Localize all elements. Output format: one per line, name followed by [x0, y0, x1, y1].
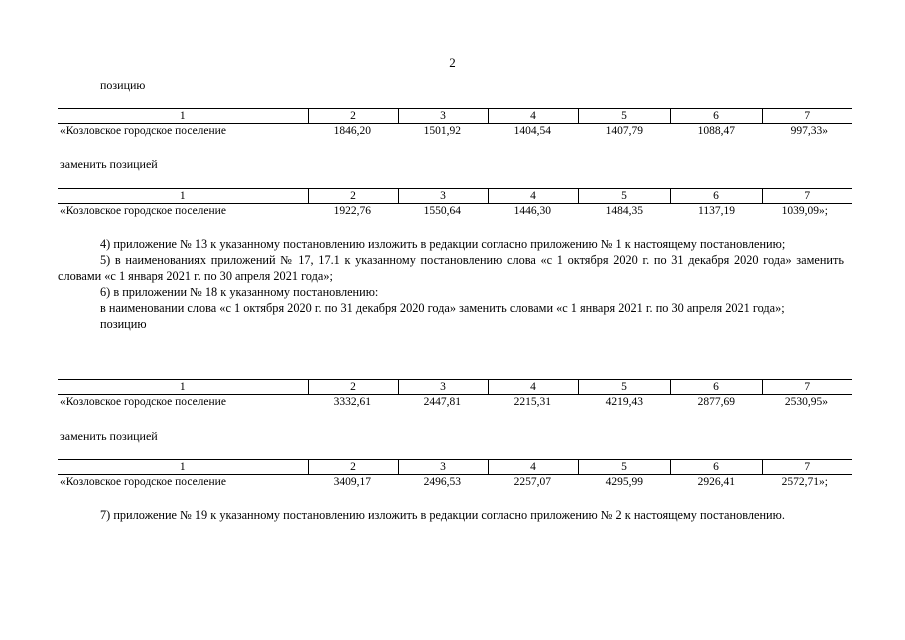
paragraph-item-5: 5) в наименованиях приложений № 17, 17.1 к указанному постановлению слова «с 1 октября 2020 г. по 31 декабря 2020 года» заменить словами «с 1 января 2021 г. по 30 апреля 2021 года»;	[58, 253, 844, 283]
label-position-1: позицию	[100, 78, 146, 92]
header-cell: 4	[488, 189, 578, 204]
label-replace-1: заменить позицией	[60, 157, 158, 171]
header-cell: 5	[578, 109, 670, 124]
header-cell: 2	[308, 109, 398, 124]
header-cell: 1	[58, 460, 308, 475]
cell-value: 1484,35	[605, 205, 643, 217]
cell-value: 1446,30	[513, 205, 551, 217]
table-4	[58, 459, 852, 489]
paragraphs-block-2	[58, 507, 844, 523]
table-3-header-row	[58, 380, 852, 395]
header-cell: 7	[762, 189, 852, 204]
cell-value: 1501,92	[423, 125, 461, 137]
table-1	[58, 108, 852, 138]
cell-name: «Козловское городское поселение	[60, 125, 226, 137]
cell-value: 4295,99	[605, 476, 643, 488]
cell-value: 1404,54	[513, 125, 551, 137]
table-2	[58, 188, 852, 218]
paragraph-item-6: 6) в приложении № 18 к указанному постановлению:	[100, 285, 379, 299]
header-cell: 2	[308, 380, 398, 395]
cell-name: «Козловское городское поселение	[60, 205, 226, 217]
header-cell: 6	[670, 460, 762, 475]
cell-value: 1407,79	[605, 125, 643, 137]
table-row	[58, 204, 852, 219]
paragraph-item-7: 7) приложение № 19 к указанному постановлению изложить в редакции согласно приложению № 2 к настоящему постановлению.	[100, 508, 785, 522]
page-number: 2	[449, 55, 456, 70]
cell-value: 2530,95»	[784, 396, 828, 408]
header-cell: 4	[488, 460, 578, 475]
header-cell: 4	[488, 109, 578, 124]
table-row	[58, 395, 852, 410]
header-cell: 1	[58, 189, 308, 204]
cell-value: 1922,76	[333, 205, 371, 217]
cell-value: 3409,17	[333, 476, 371, 488]
cell-value: 4219,43	[605, 396, 643, 408]
table-3	[58, 379, 852, 409]
cell-value: 1088,47	[697, 125, 735, 137]
paragraph-item-4: 4) приложение № 13 к указанному постановлению изложить в редакции согласно приложению № 1 к настоящему постановлению;	[100, 237, 786, 251]
header-cell: 3	[398, 189, 488, 204]
header-cell: 6	[670, 109, 762, 124]
header-cell: 5	[578, 460, 670, 475]
cell-name: «Козловское городское поселение	[60, 396, 226, 408]
header-cell: 6	[670, 189, 762, 204]
cell-value: 1550,64	[423, 205, 461, 217]
table-row	[58, 475, 852, 490]
cell-value: 2496,53	[423, 476, 461, 488]
table-4-header-row	[58, 460, 852, 475]
cell-value: 3332,61	[333, 396, 371, 408]
cell-value: 1039,09»;	[781, 205, 828, 217]
cell-value: 1846,20	[333, 125, 371, 137]
header-cell: 7	[762, 109, 852, 124]
cell-value: 2215,31	[513, 396, 551, 408]
header-cell: 5	[578, 189, 670, 204]
header-cell: 1	[58, 380, 308, 395]
header-cell: 3	[398, 380, 488, 395]
cell-name: «Козловское городское поселение	[60, 476, 226, 488]
cell-value: 2877,69	[697, 396, 735, 408]
header-cell: 4	[488, 380, 578, 395]
paragraph-item-6-detail: в наименовании слова «с 1 октября 2020 г. по 31 декабря 2020 года» заменить словами «с 1 января 2021 г. по 30 апреля 2021 года»;	[100, 301, 785, 315]
header-cell: 1	[58, 109, 308, 124]
header-cell: 6	[670, 380, 762, 395]
header-cell: 5	[578, 380, 670, 395]
table-row	[58, 124, 852, 139]
cell-value: 997,33»	[790, 125, 828, 137]
header-cell: 3	[398, 460, 488, 475]
cell-value: 2926,41	[697, 476, 735, 488]
header-cell: 2	[308, 460, 398, 475]
paragraphs-block-1	[58, 236, 844, 332]
header-cell: 7	[762, 460, 852, 475]
cell-value: 2572,71»;	[781, 476, 828, 488]
label-replace-2: заменить позицией	[60, 429, 158, 443]
cell-value: 1137,19	[698, 205, 735, 217]
cell-value: 2257,07	[513, 476, 551, 488]
label-position-2: позицию	[100, 317, 147, 331]
header-cell: 3	[398, 109, 488, 124]
cell-value: 2447,81	[423, 396, 461, 408]
header-cell: 2	[308, 189, 398, 204]
table-1-header-row	[58, 109, 852, 124]
table-2-header-row	[58, 189, 852, 204]
header-cell: 7	[762, 380, 852, 395]
